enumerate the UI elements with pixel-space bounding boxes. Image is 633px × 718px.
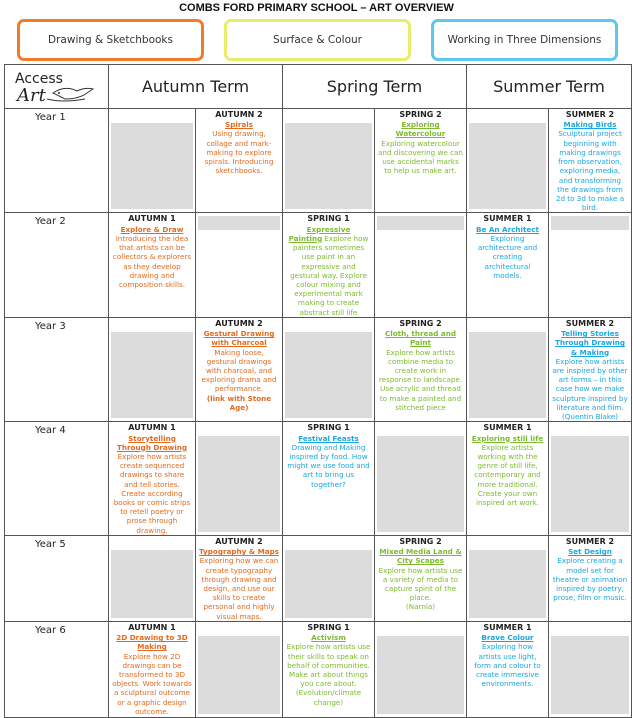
empty-cell (109, 535, 196, 621)
year-label-cell (5, 109, 109, 213)
unit-body (199, 329, 279, 412)
unit-body (286, 225, 371, 317)
year-row (5, 422, 632, 536)
unit-body (112, 633, 192, 716)
unit-term: SUMMER 1 (483, 622, 532, 632)
unit-cell (196, 535, 283, 621)
unit-cell (109, 621, 196, 717)
empty-cell (283, 317, 375, 421)
empty-cell (283, 109, 375, 213)
unit-description: Drawing and Making inspired by food. How might we use food and art to bring us together? (287, 442, 370, 489)
year-label-cell (5, 621, 109, 717)
unit-cell (375, 535, 467, 621)
placeholder-block (198, 436, 280, 532)
unit-cell (467, 422, 549, 536)
unit-body (552, 120, 628, 212)
unit-cell (196, 317, 283, 421)
access-art-logo (13, 69, 103, 112)
placeholder-block (198, 636, 280, 714)
unit-description: Explore creating a model set for theatre or animation inspired by poetry, prose, film or music. (552, 556, 628, 603)
unit-description: Using drawing, collage and mark-making to explore spirals. Introducing sketchbooks. (204, 129, 274, 176)
unit-body (286, 434, 371, 489)
unit-cell (109, 422, 196, 536)
unit-title: Making Birds (563, 120, 617, 130)
unit-cell (467, 621, 549, 717)
unit-title: Be An Architect (476, 224, 539, 234)
unit-description: Exploring how artists use light, form and colour to create immersive environments. (474, 642, 541, 689)
unit-description: Explore how artists use a variety of media to capture spirit of the place. (378, 565, 463, 603)
unit-term: SPRING 1 (307, 622, 350, 632)
unit-description: Explore how artists combine media to create work in response to landscape. Use acrylic and thread to make a painted and stitched piece (378, 347, 463, 412)
placeholder-block (551, 436, 629, 532)
unit-title: Gestural Drawing with Charcoal (203, 329, 275, 348)
empty-cell (196, 213, 283, 317)
unit-title: Festival Feasts (298, 433, 359, 443)
unit-description: Introducing the idea that artists can be collectors & explorers as they develop drawing and composition skills. (112, 233, 192, 289)
unit-term: AUTUMN 1 (128, 622, 176, 632)
year-label-cell (5, 535, 109, 621)
unit-description: Explore how artists use their skills to speak on behalf of communities. Make art about things you care about. (286, 642, 371, 689)
unit-cell (375, 109, 467, 213)
unit-title: Activism (311, 633, 346, 643)
placeholder-block (377, 216, 464, 230)
unit-title: Spirals (225, 120, 253, 130)
unit-title: Set Design (568, 547, 612, 557)
bird-logo-icon (13, 69, 103, 107)
year-label: Year 4 (35, 425, 66, 437)
unit-cell (549, 109, 632, 213)
year-label-cell (5, 213, 109, 317)
year-label: Year 5 (35, 538, 66, 550)
empty-cell (467, 317, 549, 421)
unit-description: Exploring architecture and creating architectural models. (477, 233, 538, 280)
unit-term: SPRING 1 (307, 423, 350, 433)
unit-term: AUTUMN 2 (215, 536, 263, 546)
unit-title: Telling Stories Through Drawing & Making (554, 329, 626, 357)
unit-title: 2D Drawing to 3D Making (116, 633, 188, 652)
unit-cell (375, 317, 467, 421)
term-header-spring: Spring Term (283, 65, 467, 109)
logo-line2: Art (17, 85, 46, 106)
legend-surface-colour (224, 19, 411, 61)
year-label: Year 1 (35, 112, 66, 123)
empty-cell (467, 109, 549, 213)
year-label: Year 3 (35, 320, 66, 332)
unit-cell (467, 213, 549, 317)
unit-title: Cloth, thread and Paint (384, 329, 457, 348)
unit-body (378, 547, 463, 612)
empty-cell (283, 535, 375, 621)
unit-title: Storytelling Through Drawing (116, 433, 188, 452)
unit-term: SPRING 2 (399, 536, 442, 546)
placeholder-block (285, 550, 372, 618)
empty-cell (467, 535, 549, 621)
placeholder-block (377, 436, 464, 532)
unit-cell (109, 213, 196, 317)
empty-cell (549, 213, 632, 317)
legend-three-dimensions (431, 19, 618, 61)
year-rows (5, 109, 632, 718)
placeholder-block (551, 216, 629, 230)
unit-note: (Evolution/climate change) (295, 688, 362, 707)
unit-term: SUMMER 2 (565, 536, 615, 546)
unit-description: Explore how artists create sequenced drawings to share and tell stories. Create according books or comic strips to retell poetry or prose through drawing. (113, 451, 191, 535)
empty-cell (375, 422, 467, 536)
empty-cell (375, 621, 467, 717)
header-row (5, 65, 632, 109)
unit-cell (549, 317, 632, 421)
unit-body (470, 225, 545, 280)
placeholder-block (551, 636, 629, 714)
placeholder-block (198, 216, 280, 230)
page-title: COMBS FORD PRIMARY SCHOOL – ART OVERVIEW (179, 2, 454, 14)
unit-term: AUTUMN 2 (215, 110, 263, 119)
unit-title: Typography & Maps (199, 547, 280, 557)
placeholder-block (469, 550, 546, 618)
placeholder-block (469, 123, 546, 209)
unit-body (112, 434, 192, 535)
unit-description: Sculptural project beginning with making drawings from observation, exploring media, and transforming the drawings from 2d to 3d to make a bird. (555, 129, 625, 213)
unit-body (552, 547, 628, 602)
unit-term: AUTUMN 2 (215, 318, 263, 328)
unit-body (378, 120, 463, 175)
year-row (5, 621, 632, 717)
unit-term: SUMMER 1 (483, 214, 532, 224)
unit-cell (283, 621, 375, 717)
unit-description: Explore how painters sometimes use paint in an expressive and gestural way. Explore colour mixing and experimental mark making to create abstract still life (290, 233, 369, 317)
unit-title: Expressive Painting (288, 224, 351, 243)
empty-cell (375, 213, 467, 317)
empty-cell (196, 422, 283, 536)
unit-body (199, 120, 279, 175)
term-header-autumn: Autumn Term (109, 65, 283, 109)
unit-description: Explore artists working with the genre of still life, contemporary and more traditional. Create your own inspired art work. (474, 442, 541, 508)
unit-title: Exploring still life (471, 433, 544, 443)
unit-cell (549, 535, 632, 621)
unit-title: Exploring Watercolour (395, 120, 446, 139)
year-label: Year 6 (35, 624, 66, 636)
unit-note: (link with Stone Age) (206, 393, 272, 412)
empty-cell (109, 109, 196, 213)
unit-term: SUMMER 2 (565, 318, 615, 328)
unit-term: AUTUMN 1 (128, 214, 176, 224)
unit-description: Making loose, gestural drawings with charcoal, and exploring drama and performance. (201, 347, 277, 394)
unit-term: SPRING 2 (399, 110, 442, 119)
unit-cell (196, 109, 283, 213)
legend-label: Working in Three Dimensions (447, 34, 602, 46)
unit-term: SPRING 1 (307, 214, 350, 224)
placeholder-block (285, 332, 372, 418)
term-header-summer: Summer Term (467, 65, 632, 109)
unit-cell (283, 422, 375, 536)
unit-body (199, 547, 279, 621)
legend-label: Drawing & Sketchbooks (48, 34, 173, 46)
placeholder-block (377, 636, 464, 714)
unit-body (470, 633, 545, 688)
unit-cell (283, 213, 375, 317)
year-row (5, 109, 632, 213)
unit-body (112, 225, 192, 290)
empty-cell (549, 422, 632, 536)
unit-description: Explore how artists are inspired by other art forms – in this case how we make sculpture inspired by literature and film. (Quentin Blake) (552, 356, 628, 422)
unit-term: SUMMER 1 (483, 423, 532, 433)
unit-description: Explore how 2D drawings can be transformed to 3D objects. Work towards a sculptural outcome or a graphic design outcome. (112, 651, 192, 716)
unit-description: Exploring watercolour and discovering we can use accidental marks to help us make art. (378, 138, 463, 176)
art-overview-table (4, 64, 632, 718)
unit-title: Brave Colour (481, 633, 534, 643)
placeholder-block (469, 332, 546, 418)
year-row (5, 317, 632, 421)
year-label: Year 2 (35, 216, 66, 228)
unit-term: SPRING 2 (399, 318, 442, 328)
empty-cell (549, 621, 632, 717)
logo-line1: Access (15, 71, 63, 87)
legend-label: Surface & Colour (273, 34, 362, 46)
year-label-cell (5, 422, 109, 536)
unit-term: SUMMER 2 (565, 110, 615, 119)
unit-term: AUTUMN 1 (128, 423, 176, 433)
unit-note: (Narnia) (405, 602, 436, 612)
unit-body (470, 434, 545, 508)
unit-title: Mixed Media Land & City Scapes (379, 547, 462, 566)
unit-title: Explore & Draw (120, 224, 184, 234)
placeholder-block (111, 550, 193, 618)
unit-body (378, 329, 463, 412)
empty-cell (196, 621, 283, 717)
unit-description: Exploring how we can create typography through drawing and design, and use our skills to create personal and highly visual maps. (199, 556, 279, 621)
legend-drawing-sketchbooks (17, 19, 204, 61)
year-label-cell (5, 317, 109, 421)
unit-body (286, 633, 371, 707)
empty-cell (109, 317, 196, 421)
placeholder-block (285, 123, 372, 209)
placeholder-block (111, 332, 193, 418)
year-row (5, 213, 632, 317)
unit-body (552, 329, 628, 421)
year-row (5, 535, 632, 621)
logo-cell (5, 65, 109, 109)
placeholder-block (111, 123, 193, 209)
